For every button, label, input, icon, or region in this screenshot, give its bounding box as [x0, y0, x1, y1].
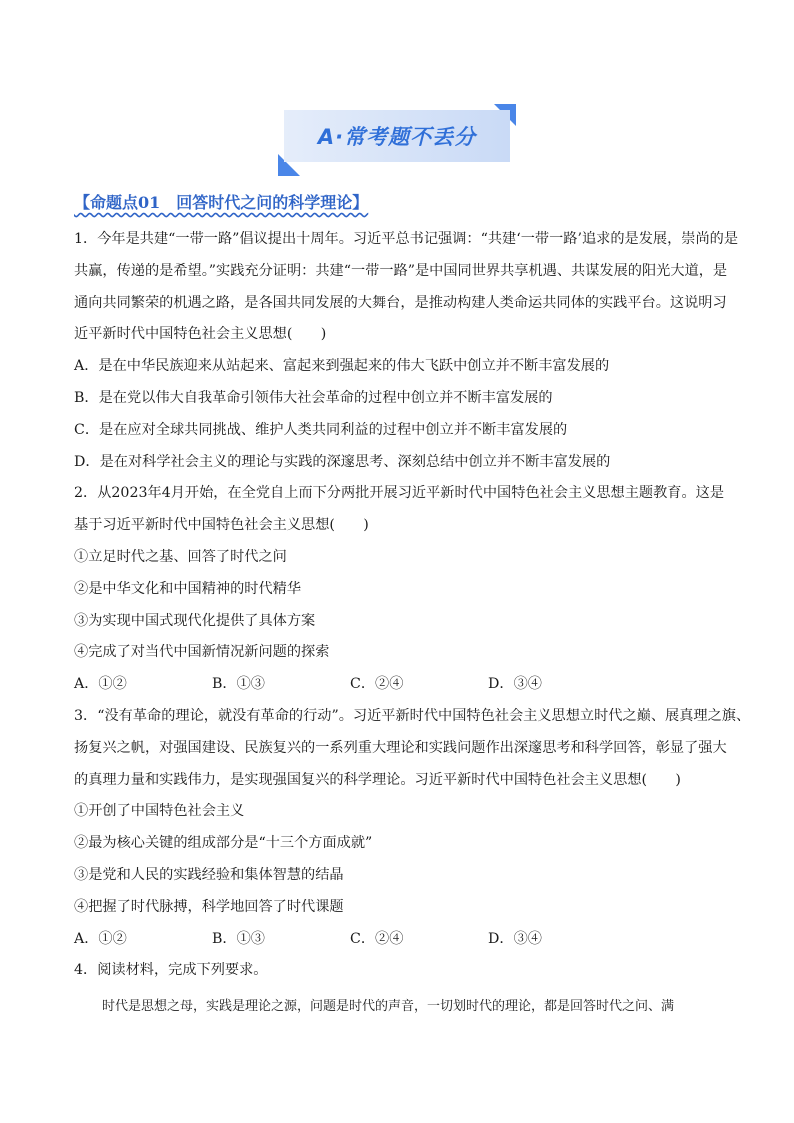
question-2-choices — [74, 669, 722, 701]
question-2-choice-b: B．①③ — [212, 676, 265, 693]
question-1-stem-line: 通向共同繁荣的机遇之路，是各国共同发展的大舞台，是推动构建人类命运共同体的实践平台。这说明习 — [74, 294, 727, 311]
question-4-stem-line: 4．阅读材料，完成下列要求。 — [74, 962, 268, 979]
question-1-stem-line: 1．今年是共建“一带一路”倡议提出十周年。习近平总书记强调：“共建‘一带一路’追求的是发展，崇尚的是 — [74, 231, 739, 247]
question-2-stem-line: 2．从2023年4月开始，在全党自上而下分两批开展习近平新时代中国特色社会主义思想主题教育。这是 — [74, 485, 725, 502]
question-3-item: ④把握了时代脉搏，科学地回答了时代课题 — [74, 898, 344, 915]
question-4-material: 时代是思想之母，实践是理论之源，问题是时代的声音，一切划时代的理论，都是回答时代之问、满 — [102, 999, 675, 1015]
question-2-choice-d: D．③④ — [488, 676, 542, 693]
question-3-stem-line: 扬复兴之帆，对强国建设、民族复兴的一系列重大理论和实践问题作出深邃思考和科学回答，彰显了强大 — [74, 739, 727, 756]
question-2-choice-c: C．②④ — [350, 676, 404, 693]
section-banner — [278, 104, 516, 176]
question-3-item: ②最为核心关键的组成部分是“十三个方面成就” — [74, 835, 373, 852]
question-1-option-c: C．是在应对全球共同挑战、维护人类共同利益的过程中创立并不断丰富发展的 — [74, 421, 568, 438]
question-list — [74, 224, 751, 1023]
banner-title: A·常考题不丢分 — [317, 125, 477, 149]
section-title: 【命题点01 回答时代之问的科学理论】 — [74, 193, 369, 212]
question-3-choice-c: C．②④ — [350, 930, 404, 947]
question-3-item: ①开创了中国特色社会主义 — [74, 803, 245, 820]
question-3-item: ③是党和人民的实践经验和集体智慧的结晶 — [74, 866, 344, 883]
question-3-choice-d: D．③④ — [488, 930, 542, 947]
question-1-option-b: B．是在党以伟大自我革命引领伟大社会革命的过程中创立并不断丰富发展的 — [74, 389, 553, 406]
question-2-item: ①立足时代之基、回答了时代之问 — [74, 548, 287, 565]
question-2-stem-line: 基于习近平新时代中国特色社会主义思想( ) — [74, 517, 369, 534]
question-3-stem-line: 3．“没有革命的理论，就没有革命的行动”。习近平新时代中国特色社会主义思想立时代之巅、展真理之旗、 — [74, 707, 751, 724]
question-3-choice-b: B．①③ — [212, 930, 265, 947]
question-1-option-a: A．是在中华民族迎来从站起来、富起来到强起来的伟大飞跃中创立并不断丰富发展的 — [74, 358, 610, 375]
question-3-choice-a: A．①② — [74, 930, 127, 947]
question-3-stem-line: 的真理力量和实践伟力，是实现强国复兴的科学理论。习近平新时代中国特色社会主义思想( ) — [74, 771, 681, 788]
question-2-item: ②是中华文化和中国精神的时代精华 — [74, 580, 302, 597]
question-2-item: ③为实现中国式现代化提供了具体方案 — [74, 612, 316, 629]
question-1-option-d: D．是在对科学社会主义的理论与实践的深邃思考、深刻总结中创立并不断丰富发展的 — [74, 453, 611, 470]
question-4 — [74, 955, 722, 1023]
question-2-item: ④完成了对当代中国新情况新问题的探索 — [74, 644, 330, 661]
question-2-choice-a: A．①② — [74, 676, 127, 693]
question-2 — [74, 478, 725, 701]
banner-box — [284, 110, 510, 162]
question-1 — [74, 224, 739, 478]
question-1-stem-line: 近平新时代中国特色社会主义思想( ) — [74, 326, 327, 343]
question-3-choices — [74, 924, 722, 956]
question-1-stem-line: 共赢，传递的是希望。”实践充分证明：共建“一带一路”是中国同世界共享机遇、共谋发展的阳光大道，是 — [74, 262, 728, 279]
question-3 — [74, 701, 751, 955]
